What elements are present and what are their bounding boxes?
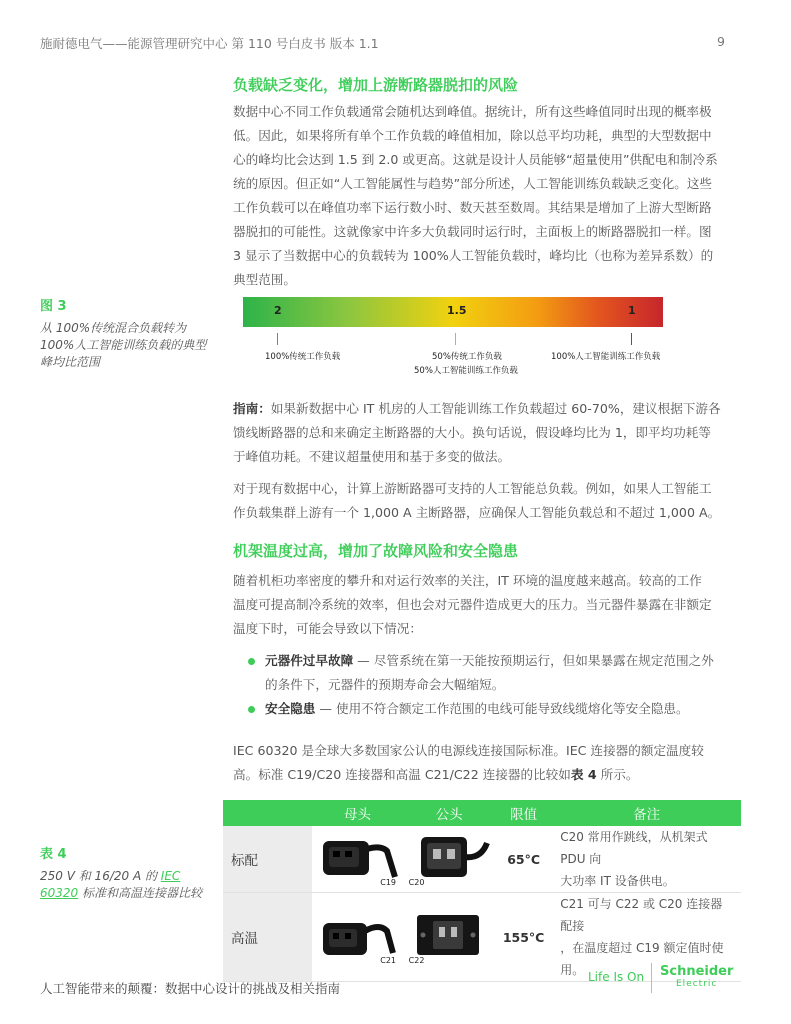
bar-value-traditional: 2 <box>274 304 282 317</box>
marker-tick-traditional <box>277 333 278 345</box>
row-label-standard: 标配 <box>223 826 312 893</box>
schneider-electric-logo: Schneider Electric <box>660 964 734 989</box>
note-high-temp: C21 可与 C22 或 C20 连接器配接 ，在温度超过 C19 额定值时使用。 <box>552 893 741 982</box>
table-row <box>223 826 741 893</box>
footer-divider <box>651 963 652 993</box>
bullet-safety-hazard: 安全隐患 — 使用不符合额定工作范围的电线可能导致线缆熔化等安全隐患。 <box>265 701 689 716</box>
limit-high-temp: 155°C <box>495 893 552 982</box>
bullet-premature-failure: 元器件过早故障 — 尽管系统在第一天能按预期运行，但如果暴露在规定范围之外 的条件下，元器件的预期寿命会大幅缩短。 <box>265 653 714 692</box>
iec-60320-link[interactable]: IEC 60320 <box>40 869 181 900</box>
page-number: 9 <box>717 34 725 49</box>
table-4-caption: 250 V 和 16/20 A 的 IEC 60320 标准和高温连接器比较 <box>40 869 203 900</box>
c20-connector-image: C20 <box>407 831 492 887</box>
connector-comparison-table <box>223 800 741 982</box>
life-is-on-tagline: Life Is On <box>588 970 645 984</box>
c19-connector-image: C19 <box>315 831 400 887</box>
figure-3-label: 图 3 <box>40 299 67 314</box>
marker-tick-mixed <box>455 333 456 345</box>
row-label-high-temp: 高温 <box>223 893 312 982</box>
bar-value-ai: 1 <box>628 304 636 317</box>
section2-paragraph: 随着机柜功率密度的攀升和对运行效率的关注，IT 环境的温度越来越高。较高的工作 温度可提高制冷系统的效率，但也会对元器件造成更大的压力。当元器件暴露在非额定 温度下时，可能会导致以下情况： <box>233 573 712 636</box>
guidance-paragraph: 指南：如果新数据中心 IT 机房的人工智能训练工作负载超过 60-70%，建议根据下游各 馈线断路器的总和来确定主断路器的大小。换句话说，假设峰均比为 1，即平均功耗等 于峰值功耗。不建议超量使用和基于多变的做法。 <box>233 401 721 464</box>
marker-label-mixed-ai: 50%人工智能训练工作负载 <box>414 366 518 376</box>
figure-3-caption: 从 100%传统混合负载转为 100%人工智能训练负载的典型峰均比范围 <box>40 321 207 369</box>
guidance-label: 指南： <box>233 401 271 416</box>
iec-paragraph: IEC 60320 是全球大多数国家公认的电源线连接国际标准。IEC 连接器的额定温度较 高。标准 C19/C20 连接器和高温 C21/C22 连接器的比较如表 4 所示。 <box>233 743 704 782</box>
marker-label-ai: 100%人工智能训练工作负载 <box>551 352 661 362</box>
c22-connector-image: C22 <box>407 909 492 965</box>
section-heading-temperature: 机架温度过高，增加了故障风险和安全隐患 <box>233 542 519 560</box>
footer-document-title: 人工智能带来的颠覆：数据中心设计的挑战及相关指南 <box>40 981 341 996</box>
bullet-dot <box>248 658 255 665</box>
bar-value-mixed: 1.5 <box>447 304 467 317</box>
note-standard: C20 常用作跳线，从机架式 PDU 向 大功率 IT 设备供电。 <box>552 826 741 893</box>
section-heading-load: 负载缺乏变化，增加上游断路器脱扣的风险 <box>233 76 519 94</box>
existing-datacenter-paragraph: 对于现有数据中心，计算上游断路器可支持的人工智能总负载。例如，如果人工智能工 作负载集群上游有一个 1,000 A 主断路器，应确保人工智能负载总和不超过 1,000 A。 <box>233 481 721 520</box>
header-female: 母头 <box>312 800 404 826</box>
header-limit: 限值 <box>495 800 552 826</box>
marker-label-traditional: 100%传统工作负载 <box>265 352 341 362</box>
header-male: 公头 <box>403 800 495 826</box>
limit-standard: 65°C <box>495 826 552 893</box>
document-header-title: 施耐德电气——能源管理研究中心 第 110 号白皮书 版本 1.1 <box>40 36 379 51</box>
table-header-row <box>223 800 741 826</box>
section1-paragraph: 数据中心不同工作负载通常会随机达到峰值。据统计，所有这些峰值同时出现的概率极 低。因此，如果将所有单个工作负载的峰值相加，除以总平均功耗，典型的大型数据中 心的峰均比会达到 1.5 到 2.0 或更高。这就是设计人员能够“超量使用”供配电和制冷系 统的原因。但正如“人工智能属性与趋势”部分所述，人工智能训练负载缺乏变化。这些 工作负载可以在峰值功率下运行数小时、数天甚至数周。其结果是增加了上游大型断路 器脱扣的可能性。这就像家中许多大负载同时运行时，主面板上的断路器脱扣一样。图 3 显示了当数据中心的负载转为 100%人工智能负载时，峰均比（也称为差异系数）的 典型范围。 <box>233 104 718 287</box>
marker-tick-ai <box>631 333 632 345</box>
header-notes: 备注 <box>552 800 741 826</box>
c21-connector-image: C21 <box>315 909 400 965</box>
marker-label-mixed-traditional: 50%传统工作负载 <box>432 352 502 362</box>
bullet-dot <box>248 706 255 713</box>
table-4-label: 表 4 <box>40 847 67 862</box>
